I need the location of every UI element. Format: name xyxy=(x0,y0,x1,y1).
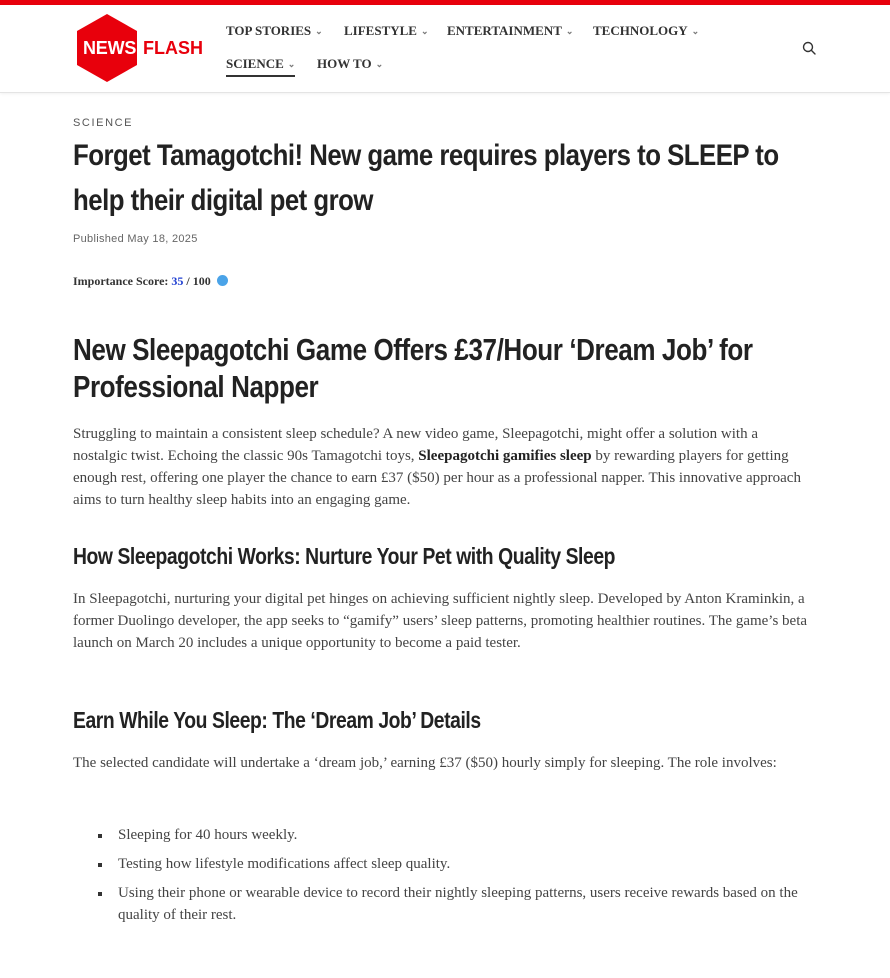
published-date: Published May 18, 2025 xyxy=(73,233,198,245)
chevron-down-icon: ⌄ xyxy=(565,26,574,36)
chevron-down-icon: ⌄ xyxy=(315,26,323,36)
logo-text-flash: FLASH xyxy=(143,38,203,58)
article-category[interactable]: SCIENCE xyxy=(73,117,134,129)
site-logo[interactable] xyxy=(76,13,206,83)
importance-max: / 100 xyxy=(186,274,211,288)
list-item: Using their phone or wearable device to record their nightly sleeping patterns, users receive rewards based on the quality of their rest. xyxy=(98,882,818,926)
article-title: Forget Tamagotchi! New game requires players to SLEEP to help their digital pet grow xyxy=(73,139,779,217)
paragraph-dream-job: The selected candidate will undertake a ‘dream job,’ earning £37 ($50) hourly simply for sleeping. The role involves: xyxy=(73,755,777,771)
paragraph-intro-part1: Struggling to maintain a consistent sleep schedule? A new video game, Sleepagotchi, might offer a solution with a nostalgic twist. Echoing the classic 90s Tamagotchi toys, xyxy=(73,426,758,464)
chevron-down-icon: ⌄ xyxy=(691,26,700,36)
role-list xyxy=(98,824,818,933)
nav-item-label: HOW TO xyxy=(317,56,372,71)
importance-label: Importance Score: xyxy=(73,274,169,288)
paragraph-intro-part2: by rewarding players for getting enough rest, offering one player the chance to earn £37 ($50) per hour as a professional napper. This innovative approach aims to turn healthy sleep habits into an engaging game. xyxy=(73,448,801,508)
nav-item-label: TECHNOLOGY xyxy=(593,23,688,38)
main-nav xyxy=(226,5,746,93)
site-header xyxy=(0,5,890,93)
nav-item-top-stories[interactable] xyxy=(226,23,323,39)
paragraph-how-it-works: In Sleepagotchi, nurturing your digital pet hinges on achieving sufficient nightly sleep. Developed by Anton Kraminkin, a former Duolingo developer, the app seeks to “gamify” users’ sleep patterns, promoting healthier routines. The game’s beta launch on March 20 includes a unique opportunity to become a paid tester. xyxy=(73,591,808,651)
nav-item-label: ENTERTAINMENT xyxy=(447,23,562,38)
chevron-down-icon: ⌄ xyxy=(420,26,429,36)
section-heading-main: New Sleepagotchi Game Offers £37/Hour ‘Dream Job’ for Professional Napper xyxy=(73,332,753,404)
nav-item-label: TOP STORIES xyxy=(226,23,312,38)
nav-item-label: SCIENCE xyxy=(226,56,284,71)
paragraph-intro-bold: Sleepagotchi gamifies sleep xyxy=(418,448,592,464)
nav-item-label: LIFESTYLE xyxy=(344,23,417,38)
nav-item-entertainment[interactable] xyxy=(447,23,573,39)
importance-dot-icon xyxy=(217,275,228,286)
list-item: Sleeping for 40 hours weekly. xyxy=(98,824,818,846)
logo-text-news: NEWS xyxy=(83,38,137,58)
section-heading-dream-job: Earn While You Sleep: The ‘Dream Job’ Details xyxy=(73,707,481,733)
section-heading-how-it-works: How Sleepagotchi Works: Nurture Your Pet with Quality Sleep xyxy=(73,543,616,569)
nav-item-science[interactable] xyxy=(226,56,295,77)
chevron-down-icon: ⌄ xyxy=(287,59,296,69)
importance-score xyxy=(73,274,228,289)
nav-item-lifestyle[interactable] xyxy=(344,23,429,39)
chevron-down-icon: ⌄ xyxy=(375,59,384,69)
list-item: Testing how lifestyle modifications affect sleep quality. xyxy=(98,853,818,875)
paragraph-intro xyxy=(73,423,813,511)
importance-value: 35 xyxy=(171,274,184,288)
nav-item-technology[interactable] xyxy=(593,23,699,39)
nav-item-how-to[interactable] xyxy=(317,56,383,72)
search-icon[interactable] xyxy=(802,41,816,55)
